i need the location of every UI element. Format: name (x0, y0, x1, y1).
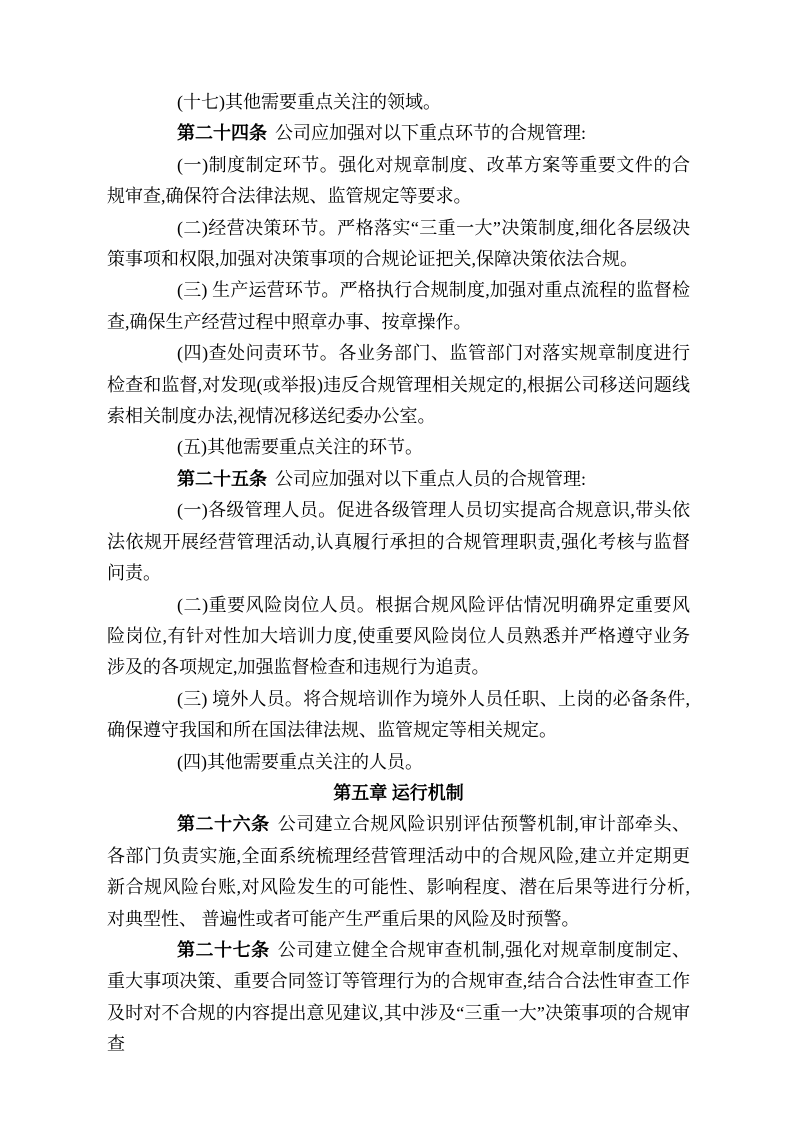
paragraph-person-2: (二)重要风险岗位人员。根据合规风险评估情况明确界定重要风险岗位,有针对性加大培训力度,使重要风险岗位人员熟悉并严格遵守业务涉及的各项规定,加强监督检查和违规行为追责。 (107, 594, 690, 678)
paragraph-clause-1: (一)制度制定环节。强化对规章制度、改革方案等重要文件的合规审查,确保符合法律法规、监管规定等要求。 (107, 154, 690, 207)
paragraph-clause-4: (四)查处问责环节。各业务部门、监管部门对落实规章制度进行检查和监督,对发现(或举报)违反合规管理相关规定的,根据公司移送问题线索相关制度办法,视情况移送纪委办公室。 (107, 343, 690, 427)
chapter-heading: 第五章 运行机制 (333, 782, 464, 803)
paragraph-article-27 (107, 935, 690, 1061)
paragraph-clause-5: (五)其他需要重点关注的环节。 (177, 437, 423, 458)
paragraph-item-17: (十七)其他需要重点关注的领域。 (177, 92, 441, 112)
article-text: 公司应加强对以下重点环节的合规管理: (275, 123, 586, 144)
paragraph-article-26 (107, 809, 690, 935)
paragraph-person-1: (一)各级管理人员。促进各级管理人员切实提高合规意识,带头依法依规开展经营管理活动,认真履行承担的合规管理职责,强化考核与监督问责。 (107, 500, 690, 584)
paragraph-article-25 (107, 464, 690, 495)
paragraph-person-3: (三) 境外人员。将合规培训作为境外人员任职、上岗的必备条件,确保遵守我国和所在国法律法规、监管规定等相关规定。 (107, 688, 690, 741)
article-text: 公司建立健全合规审查机制,强化对规章制度制定、重大事项决策、重要合同签订等管理行为的合规审查,结合合法性审查工作及时对不合规的内容提出意见建议,其中涉及“三重一大”决策事项的合规审查 (107, 939, 690, 1055)
paragraph-article-24 (107, 118, 690, 149)
article-number: 第二十七条 (177, 939, 270, 960)
paragraph-person-4: (四)其他需要重点关注的人员。 (177, 751, 423, 772)
article-text: 公司建立合规风险识别评估预警机制,审计部牵头、各部门负责实施,全面系统梳理经营管理活动中的合规风险,建立并定期更新合规风险台账,对风险发生的可能性、影响程度、潜在后果等进行分析,对典型性、 普遍性或者可能产生严重后果的风险及时预警。 (107, 814, 690, 929)
article-number: 第二十四条 (177, 123, 267, 144)
article-number: 第二十六条 (177, 814, 270, 835)
paragraph-clause-3: (三) 生产运营环节。严格执行合规制度,加强对重点流程的监督检查,确保生产经营过程中照章办事、按章操作。 (107, 280, 690, 332)
article-text: 公司应加强对以下重点人员的合规管理: (275, 468, 586, 489)
article-number: 第二十五条 (177, 468, 267, 489)
document-body (107, 87, 690, 1061)
paragraph-clause-2: (二)经营决策环节。严格落实“三重一大”决策制度,细化各层级决策事项和权限,加强对决策事项的合规论证把关,保障决策依法合规。 (107, 217, 690, 270)
